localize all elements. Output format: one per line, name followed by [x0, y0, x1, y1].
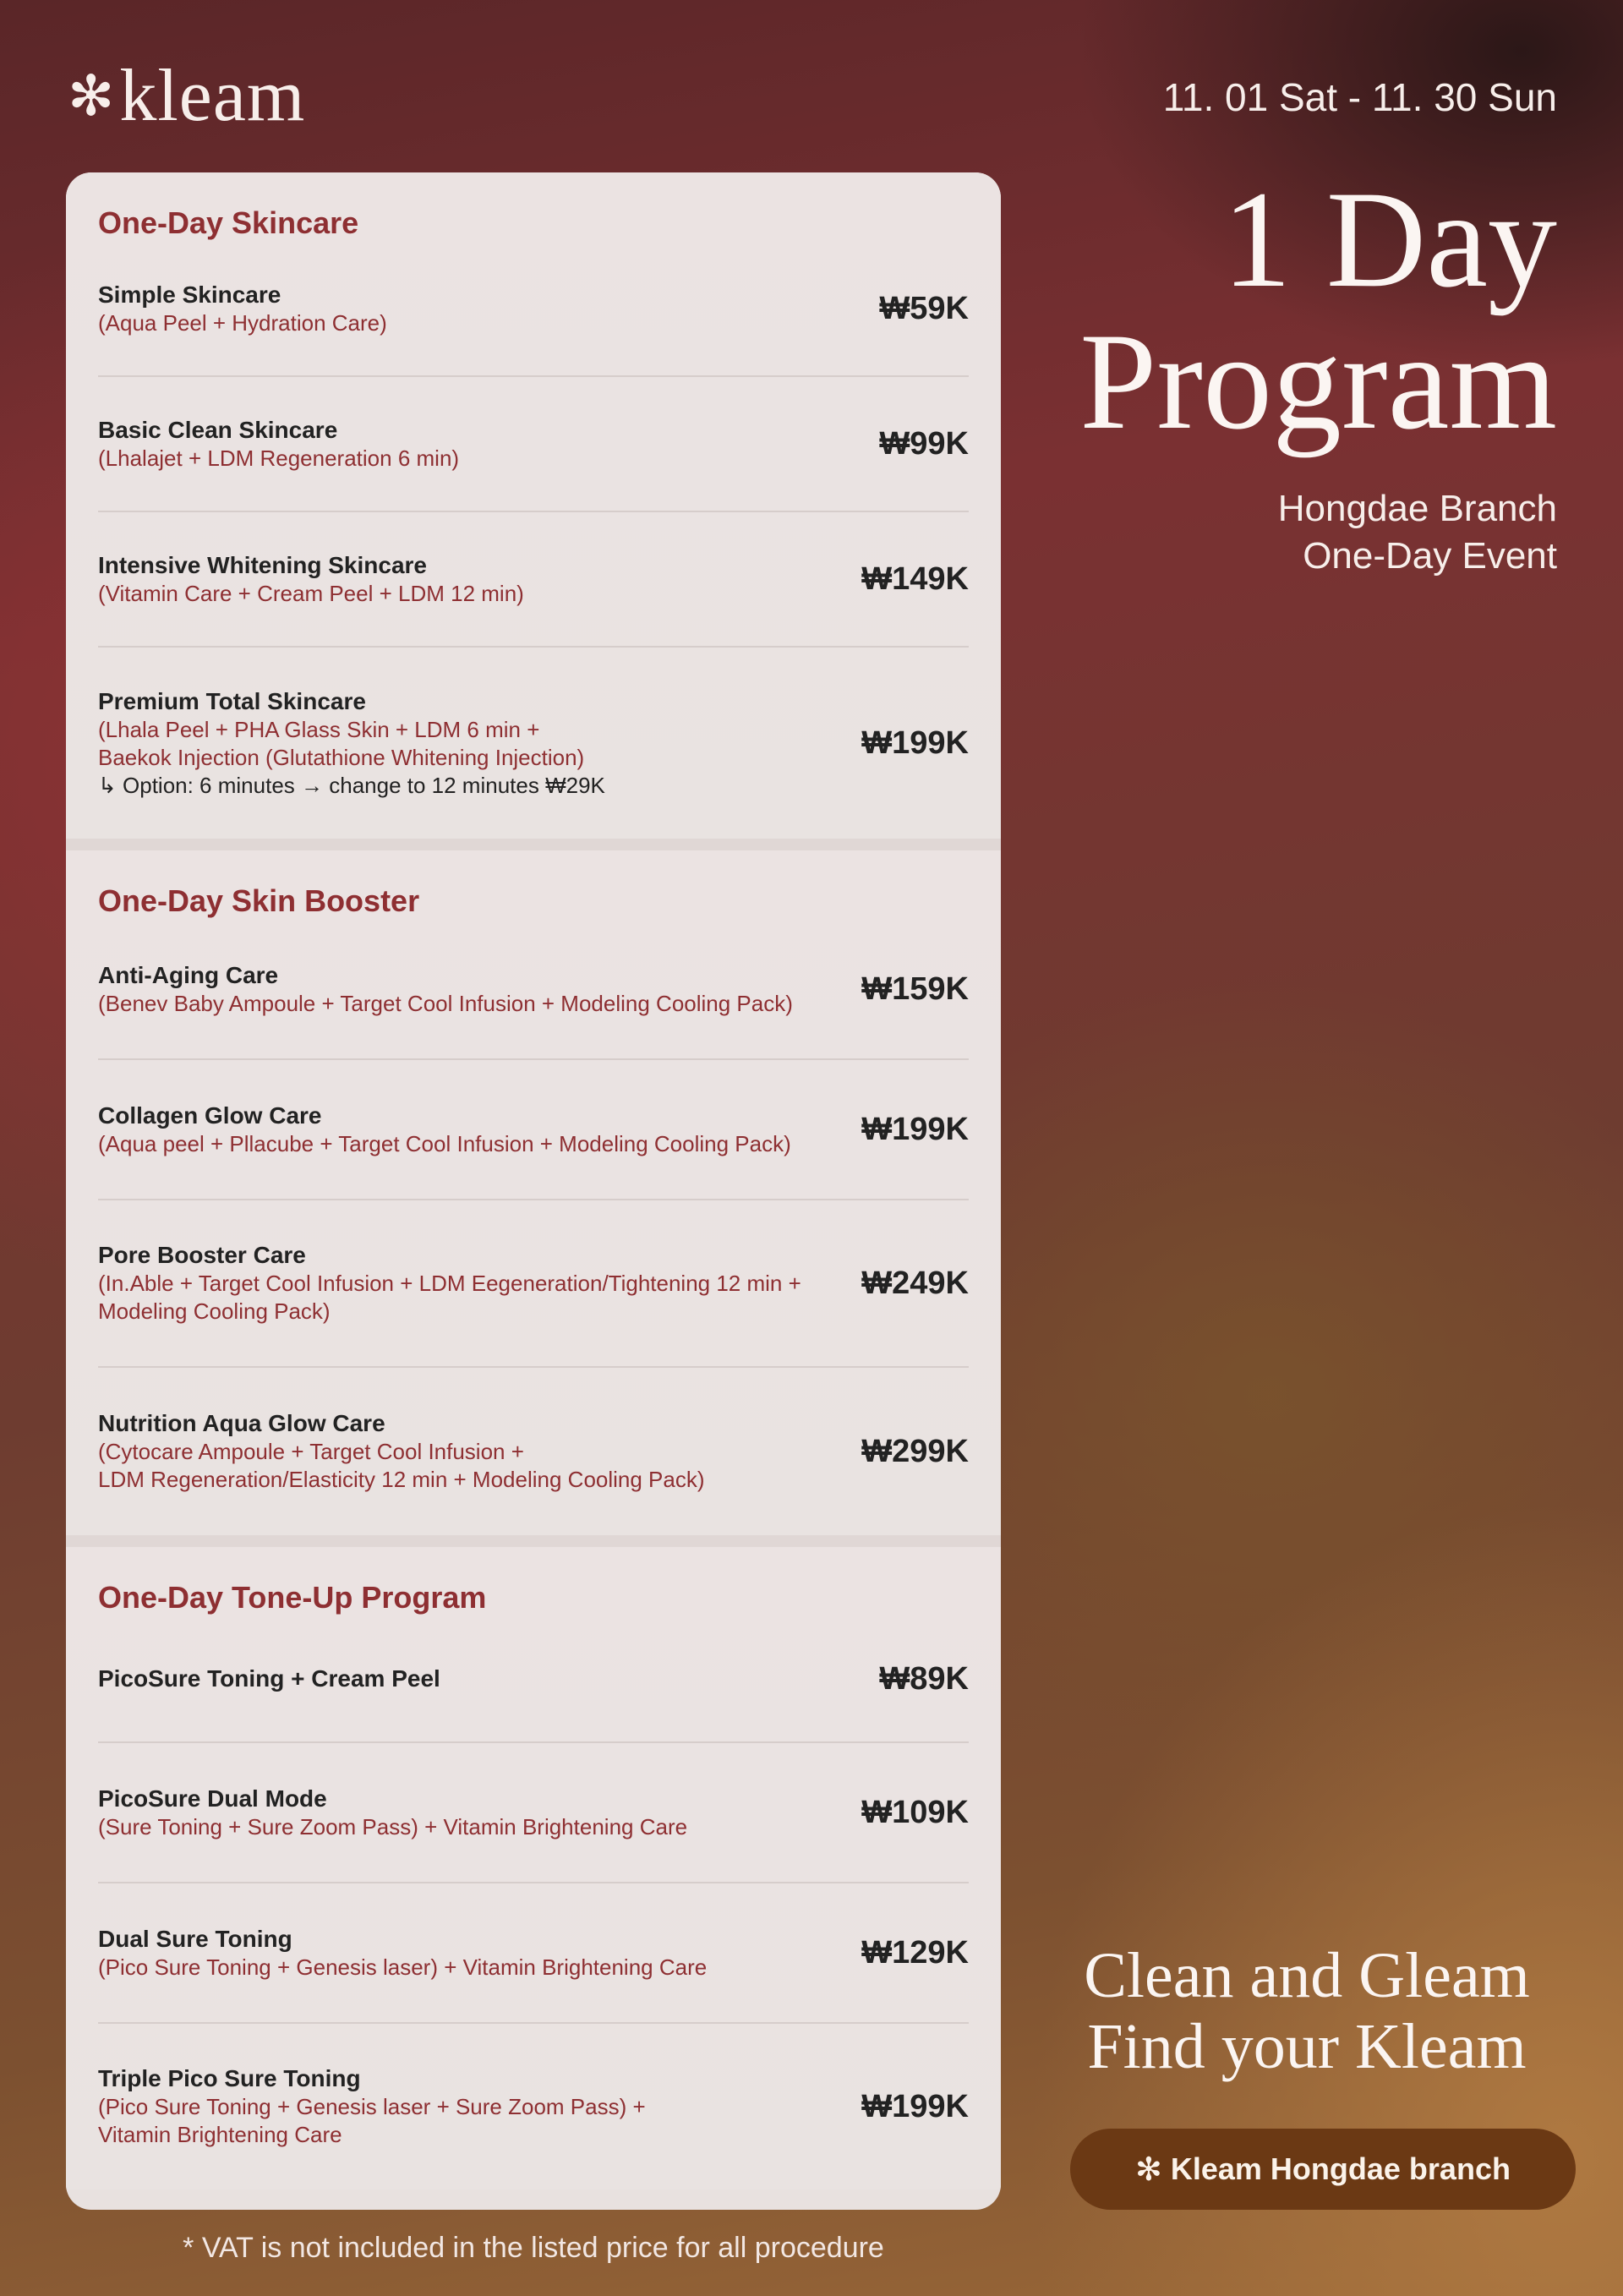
item-name: Triple Pico Sure Toning [98, 2065, 361, 2091]
hero-subtitle-branch: Hongdae Branch [1277, 488, 1557, 529]
item-description: (Aqua peel + Pllacube + Target Cool Infusion + Modeling Cooling Pack) [98, 1130, 791, 1156]
item-name: Anti-Aging Care [98, 961, 279, 988]
asterisk-logo-icon: ✻ [68, 63, 115, 128]
item-description: (Lhala Peel + PHA Glass Skin + LDM 6 min + [98, 716, 540, 742]
hero-subtitle-event: One-Day Event [1303, 535, 1557, 577]
menu-item [98, 1200, 969, 1368]
item-price: ₩99K [879, 425, 969, 462]
price-menu-card [66, 172, 1001, 2210]
menu-item [98, 242, 969, 377]
section-one-day-skincare [66, 172, 1001, 839]
hero-subtitle [1278, 485, 1557, 580]
item-price: ₩109K [861, 1794, 969, 1830]
item-name: Collagen Glow Care [98, 1102, 322, 1129]
item-description: (Aqua Peel + Hydration Care) [98, 309, 387, 336]
menu-item [98, 1743, 969, 1883]
section-one-day-tone-up [66, 1535, 1001, 2189]
item-description: (Pico Sure Toning + Genesis laser + Sure Zoom Pass) + [98, 2094, 646, 2119]
vat-footnote: * VAT is not included in the listed price for all procedure [183, 2232, 884, 2264]
item-description: (In.Able + Target Cool Infusion + LDM Eegeneration/Tightening 12 min + [98, 1271, 801, 1296]
menu-item [98, 1883, 969, 2024]
item-price: ₩89K [879, 1660, 969, 1697]
branch-button-label: Kleam Hongdae branch [1170, 2151, 1511, 2186]
hero-title-line1: 1 Day [1221, 163, 1557, 316]
item-name: Pore Booster Care [98, 1242, 306, 1268]
kleam-logo [68, 55, 306, 137]
section-one-day-skin-booster [66, 839, 1001, 1535]
item-name: PicoSure Toning + Cream Peel [98, 1665, 440, 1692]
item-description-line2: Vitamin Brightening Care [98, 2122, 342, 2147]
item-price: ₩249K [861, 1265, 969, 1301]
item-name: Intensive Whitening Skincare [98, 551, 427, 578]
section-title: One-Day Skin Booster [98, 883, 420, 918]
asterisk-icon: ✻ [1135, 2151, 1162, 2188]
menu-item [98, 1060, 969, 1200]
hongdae-branch-button[interactable] [1070, 2129, 1576, 2210]
item-name: Simple Skincare [98, 281, 281, 308]
menu-item [98, 1616, 969, 1743]
item-price: ₩199K [861, 724, 969, 761]
menu-item [98, 512, 969, 648]
hero-title [1079, 163, 1557, 458]
menu-item [98, 377, 969, 512]
menu-item [98, 648, 969, 839]
item-name: Premium Total Skincare [98, 687, 366, 714]
item-price: ₩159K [861, 970, 969, 1007]
item-price: ₩149K [861, 560, 969, 597]
item-description: (Vitamin Care + Cream Peel + LDM 12 min) [98, 580, 524, 606]
item-name: Nutrition Aqua Glow Care [98, 1410, 385, 1436]
item-name: PicoSure Dual Mode [98, 1785, 327, 1812]
tagline-line2: Find your Kleam [1087, 2011, 1527, 2082]
item-price: ₩199K [861, 2088, 969, 2124]
event-date-range: 11. 01 Sat - 11. 30 Sun [1162, 75, 1557, 119]
item-price: ₩59K [879, 290, 969, 326]
tagline [1053, 1940, 1560, 2082]
menu-item [98, 1368, 969, 1535]
item-description: (Lhalajet + LDM Regeneration 6 min) [98, 445, 460, 471]
logo-wordmark: kleam [119, 55, 306, 137]
menu-item [98, 2024, 969, 2189]
item-description: (Cytocare Ampoule + Target Cool Infusion + [98, 1439, 524, 1464]
item-description-line2: Baekok Injection (Glutathione Whitening Injection) [98, 744, 585, 770]
item-description-line2: Modeling Cooling Pack) [98, 1298, 331, 1324]
item-name: Dual Sure Toning [98, 1925, 292, 1952]
item-description: (Pico Sure Toning + Genesis laser) + Vitamin Brightening Care [98, 1954, 708, 1980]
section-title: One-Day Tone-Up Program [98, 1580, 487, 1615]
item-option-note: ↳ Option: 6 minutes → change to 12 minutes ₩29K [98, 772, 605, 798]
menu-item [98, 920, 969, 1060]
item-description-line2: LDM Regeneration/Elasticity 12 min + Modeling Cooling Pack) [98, 1467, 705, 1492]
tagline-line1: Clean and Gleam [1084, 1940, 1530, 2011]
hero-title-line2: Program [1079, 305, 1557, 458]
item-price: ₩129K [861, 1934, 969, 1971]
item-price: ₩199K [861, 1111, 969, 1147]
item-description: (Benev Baby Ampoule + Target Cool Infusion + Modeling Cooling Pack) [98, 990, 793, 1016]
section-title: One-Day Skincare [98, 205, 359, 240]
item-description: (Sure Toning + Sure Zoom Pass) + Vitamin Brightening Care [98, 1813, 688, 1840]
item-name: Basic Clean Skincare [98, 416, 338, 443]
item-price: ₩299K [861, 1433, 969, 1469]
